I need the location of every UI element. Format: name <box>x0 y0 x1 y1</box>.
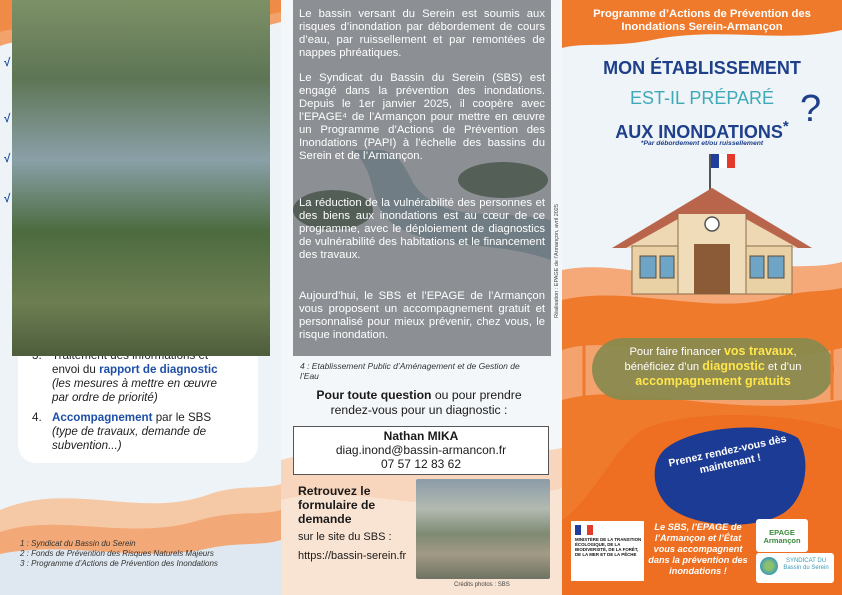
form-cta-title: Retrouvez le formulaire de demande <box>298 484 376 526</box>
sbs-logo-text <box>778 558 834 572</box>
photo-credit: Crédits photos : SBS <box>454 582 510 588</box>
ministere-name: MINISTÈRE DE LA TRANSITION ÉCOLOGIQUE, DE LA BIODIVERSITÉ, DE LA FORÊT, DE LA MER ET DE LA PÊCHE <box>575 537 642 557</box>
step-keyword: rapport de diagnostic <box>99 363 218 376</box>
step-item <box>32 411 254 453</box>
headline-line2: EST-IL PRÉPARÉ <box>629 88 775 108</box>
funding-text: et d’un <box>764 361 802 373</box>
intro-paragraph: Le Syndicat du Bassin du Serein (SBS) est engagé dans la prévention des inondations. Depuis le 1er janvier 2025, il coopère avec l’EPAGE⁴ de l’Armançon pour mettre en œuvre un Programme d’Actions de Prévention des Inondations (PAPI) à l’échelle des bassins du Serein et de l’Armançon. <box>299 72 545 162</box>
school-building-illustration <box>612 148 812 298</box>
step-keyword: Accompagnement <box>52 411 153 424</box>
question-bold: Pour toute question <box>316 388 432 402</box>
headline-asterisk: * <box>782 118 789 135</box>
bottom-wave-decoration <box>0 470 281 595</box>
production-credit: Réalisation : EPAGE de l’Armançon, avril 2025 <box>554 204 560 318</box>
headline-text: AUX INONDATIONS <box>615 122 783 142</box>
programme-title: Programme d’Actions de Prévention des Inondations Serein-Armançon <box>593 8 811 33</box>
headline-line1: MON ÉTABLISSEMENT <box>603 58 801 78</box>
question-mark-icon: ? <box>800 88 822 130</box>
bracket-decoration <box>780 320 836 406</box>
question-line2: rendez-vous pour un diagnostic : <box>330 403 508 417</box>
ministere-logo <box>571 521 644 581</box>
sbs-line2: Bassin du Serein <box>783 565 829 571</box>
partners-statement: Le SBS, l’EPAGE de l’Armançon et l’État vous accompagnent dans la prévention des inondations ! <box>648 522 748 576</box>
check-icon: √ <box>4 152 11 165</box>
french-flag-icon <box>575 525 593 535</box>
funding-text: bénéficiez d’un <box>624 361 703 373</box>
rdv-text[interactable]: Prenez rendez-vous dès maintenant ! <box>667 432 788 477</box>
step-text: envoi du <box>52 363 100 376</box>
headline-subnote: *Par débordement et/ou ruissellement <box>640 140 764 147</box>
intro-paragraph: Aujourd’hui, le SBS et l’EPAGE de l’Armançon vous proposent un accompagnement gratuit et personnalisé pour mieux prévenir, chez vous, le risque inondation. <box>299 290 545 341</box>
check-icon: √ <box>4 192 11 205</box>
website-link[interactable]: https://bassin-serein.fr <box>298 550 407 562</box>
sbs-line1: SYNDICAT DU <box>785 558 827 564</box>
sbs-logo-mark-icon <box>760 557 778 575</box>
epage-line1: EPAGE <box>769 528 795 537</box>
contact-email[interactable]: diag.inond@bassin-armancon.fr <box>335 443 507 457</box>
funding-highlight: accompagnement gratuits <box>635 374 791 388</box>
check-icon: √ <box>4 56 11 69</box>
question-text <box>286 388 552 418</box>
step-number: 4. <box>32 411 42 424</box>
step-text: par le SBS <box>152 411 212 424</box>
funding-text: , <box>793 346 797 358</box>
question-rest: ou pour prendre <box>431 388 522 402</box>
step-text: (les mesures à mettre en œuvre <box>52 377 217 390</box>
funding-text: Pour faire financer <box>629 346 724 358</box>
footnote: 3 : Programme d’Actions de Prévention des Inondations <box>20 559 218 568</box>
funding-highlight: vos travaux <box>723 344 794 358</box>
footnote: 2 : Fonds de Prévention des Risques Naturels Majeurs <box>20 549 214 558</box>
flood-photo <box>416 479 550 579</box>
epage-logo-text <box>758 529 806 545</box>
step-item <box>32 349 254 405</box>
intro-paragraph: Le bassin versant du Serein est soumis aux risques d’inondation par débordement de cours d’eau, par ruissellement et par remontées de nappes phréatiques. <box>299 8 545 59</box>
form-cta-subtitle: sur le site du SBS : <box>298 531 392 543</box>
step-text: (type de travaux, demande de <box>52 425 207 438</box>
footnote: 1 : Syndicat du Bassin du Serein <box>20 539 136 548</box>
epage-line2: Armançon <box>763 536 801 545</box>
funding-highlight: diagnostic <box>702 359 765 373</box>
contact-name: Nathan MIKA <box>383 429 459 443</box>
river-photo-background <box>12 0 270 356</box>
step-text: par ordre de priorité) <box>52 391 158 404</box>
intro-paragraph: La réduction de la vulnérabilité des personnes et des biens aux inondations est au cœur de ce programme, avec le déploiement de diagnostics de vulnérabilité des habitations et le financement des travaux. <box>299 197 545 261</box>
check-icon: √ <box>4 112 11 125</box>
bracket-decoration <box>580 318 642 408</box>
contact-phone[interactable]: 07 57 12 83 62 <box>380 457 462 471</box>
footnote: 4 : Etablissement Public d’Aménagement et de Gestion de l’Eau <box>300 361 520 381</box>
step-text: subvention...) <box>52 439 122 452</box>
